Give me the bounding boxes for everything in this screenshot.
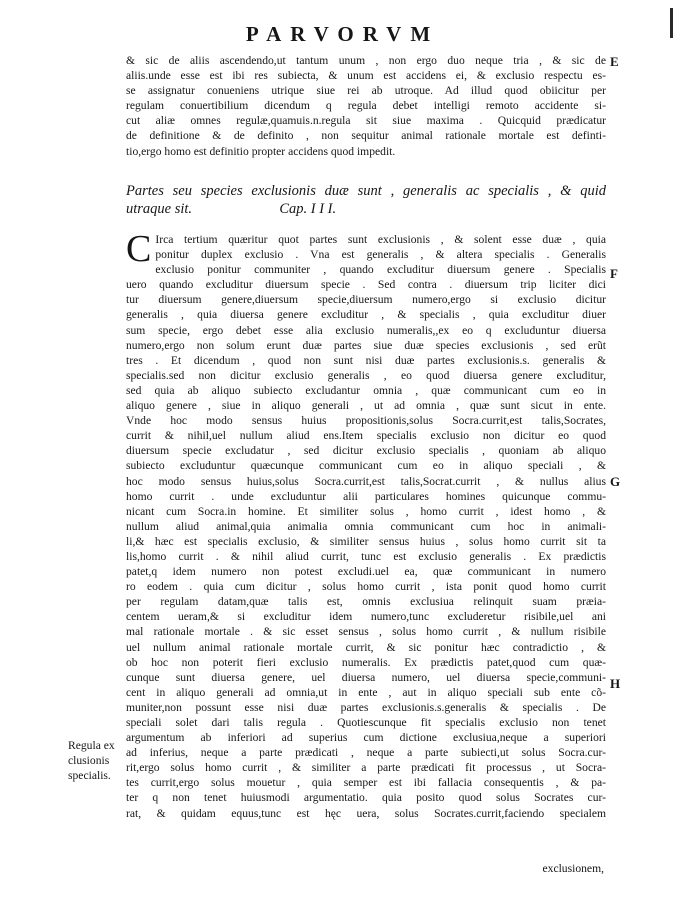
text-line: subiecto excluduntur quæcunque communicant cum eo in aliquo speciali , &: [126, 459, 606, 473]
text-line: centem ueram,& si excluditur idem numero,tunc excluderetur risibile,uel ani: [126, 610, 606, 624]
text-line: generalis , quia diuersa genere excluditur , & specialis , quia excluditur diuer: [126, 308, 606, 322]
text-line: muniter,non possunt esse nisi duæ partes exclusionis.s.generalis & specialis . De: [126, 700, 606, 714]
text-line: tes currit,ergo solus mouetur , quia semper est ibi fallacia consequentis , & pa-: [126, 776, 606, 790]
marginal-letter-f: F: [610, 266, 618, 281]
text-line: Irca tertium quæritur quot partes sunt exclusionis , & solent esse duæ , quia: [155, 233, 606, 246]
text-line: tres . Et dicendum , quod non sunt nisi duæ partes exclusionis.s. generalis &: [126, 353, 606, 367]
text-line: diuersum specie excludatur , sed dicitur exclusio specialis , quoniam ab aliquo: [126, 444, 606, 458]
closing-word: exclusionem,: [542, 862, 604, 875]
text-line: sum specie, ergo debet esse alia exclusio numeralis,,ex eo q excluduntur diuersa: [126, 323, 606, 337]
text-line: ponitur duplex exclusio . Vna est generalis , & altera specialis . Generalis: [155, 248, 606, 262]
text-line: ter q non tenet huiusmodi argumentatio. quia posito quod solus Socrates cur-: [126, 791, 606, 805]
text-line: cut aliæ omnes regulæ,quamuis.n.regula sit siue maxima . Quicquid prædicatur: [126, 114, 606, 128]
text-line: ob hoc non poterit fieri exclusio numeralis. Ex prædictis patet,quod cum quæ-: [126, 655, 606, 669]
text-line: li,& hæc est specialis exclusio, & similiter sensus huius , solus homo currit sit ta: [126, 534, 606, 548]
text-line: hoc modo sensus huius,solus Socra.currit,est talis,Socrat.currit , & nullus alius: [126, 474, 606, 488]
text-line: per regulam datam,quæ talis est, omnis exclusiua relinquit suam præia-: [126, 595, 606, 609]
text-line: sed quia ab aliquo subiecto excludantur omnia , quæ communicant cum eo in: [126, 383, 606, 397]
text-line: & sic de aliis ascendendo,ut tantum unum , non ergo duo neque tria , & sic de: [126, 54, 606, 67]
text-line: aliquo genere , siue in aliquo generali , ut ad omnia , quæ sunt sicut in ente.: [126, 399, 606, 413]
text-line: speciali solet dari talis regula . Quotiescunque fit specialis exclusio non tenet: [126, 716, 606, 729]
margin-note-line: specialis.: [68, 769, 111, 783]
paragraph-main-rest: [126, 262, 606, 820]
paragraph-top: [126, 53, 606, 159]
margin-note-line: clusionis: [68, 754, 110, 768]
paragraph-main: [126, 232, 606, 821]
text-line: argumentum ab inferiori ad superius cum dictione exclusiua,neque a superiori: [126, 731, 606, 745]
marginal-letter-h: H: [610, 676, 621, 691]
running-header: PARVORVM: [245, 22, 440, 46]
marginal-letter-g: G: [610, 474, 621, 489]
text-line: lis,homo currit . & nihil aliud currit, tunc est exclusio generalis . Ex prædictis: [126, 549, 606, 563]
text-line: exclusio ponitur communiter , quando excluditur diuersum genere . Specialis: [155, 263, 606, 277]
text-line: patet,q idem numero non potest excludi.uel ea, quæ communicant in numero: [126, 565, 606, 579]
text-line: uero quando excluditur diuersum specie . Sed contra . diuersum trip liciter dici: [126, 278, 606, 292]
marginal-letter-e: E: [610, 54, 619, 69]
text-line: cunque sunt diuersa genere, uel diuersa numero, uel diuersa specie,communi-: [126, 670, 606, 684]
text-line: uel nullum animal rationale mortale currit, & sic ponitur hæc contradictio , &: [126, 640, 606, 654]
text-line: currit & nihil,uel nullum aliud ens.Item specialis exclusio non dicitur eo quod: [126, 429, 606, 443]
text-line: nullum aliud animal,quia animalia omnia communicant cum hoc in animali-: [126, 519, 606, 533]
text-line: specialis.sed non dicitur exclusio generalis , eo quod diuersa genere excluditur,: [126, 368, 606, 382]
page-edge-mark: [670, 8, 673, 38]
text-line: nicant cum Socra.in homine. Et similiter solus , homo currit , idest homo , &: [126, 504, 606, 518]
chapter-title-end: utraque sit.: [126, 201, 193, 217]
text-line: ad inferius, neque a parte prædicati , neque a parte subiecti,ut solus Socra.cur-: [126, 746, 606, 760]
text-line: numero,ergo non solum erunt duæ partes siue duæ species exclusionis , sed erũt: [126, 338, 606, 352]
margin-note: [68, 738, 124, 783]
text-line: Vnde hoc modo sensus huius propositionis,solus Socra.currit,est talis,Socrates,: [126, 414, 606, 428]
margin-note-line: Regula ex: [68, 739, 115, 752]
chapter-title-line: Partes seu species exclusionis duæ sunt , generalis ac specialis , & quid: [126, 183, 606, 199]
drop-capital: C: [126, 232, 152, 270]
text-line: mal rationale mortale . & sic esset sensus , solus homo currit , & nullum risibile: [126, 625, 606, 639]
text-line: de definitione & de definito , non sequitur animal rationale mortale est definti-: [126, 129, 606, 143]
text-line: homo currit . unde excluduntur alii particulares homines quicunque commu-: [126, 489, 606, 503]
text-line: se assignatur conueniens utrique siue rei ab utroque. Ad illud quod obiicitur per: [126, 84, 606, 98]
chapter-title-line-2: [126, 200, 606, 218]
text-line: rit,ergo solus homo currit , & similiter a parte prædicati fit processus , ut Socra-: [126, 761, 606, 775]
text-line: cent in aliquo generali ad omnia,ut in ente , aut in aliquo speciali sub ente cõ-: [126, 685, 606, 699]
text-line: rat, & quidam equus,tunc est hęc uera, solus Socrates.currit,faciendo specialem: [126, 806, 606, 820]
text-line: tur diuersum genere,diuersum specie,diuersum numero,ergo si exclusio dicitur: [126, 293, 606, 307]
text-line: tio,ergo homo est definitio propter accidens quod impedit.: [126, 144, 396, 158]
text-line: ro eodem . quia cum dicitur , solus homo currit , ista ponit quod homo currit: [126, 580, 606, 594]
chapter-heading: [126, 182, 606, 218]
text-line: aliis.unde esse est ibi res subiecta, & unum est accidens ei, & exclusio respectu es-: [126, 69, 606, 83]
chapter-number: Cap. I I I.: [279, 201, 337, 217]
text-line: regulam conuertibilium dicendum q regula debet intelligi remoto accidente si-: [126, 99, 606, 113]
